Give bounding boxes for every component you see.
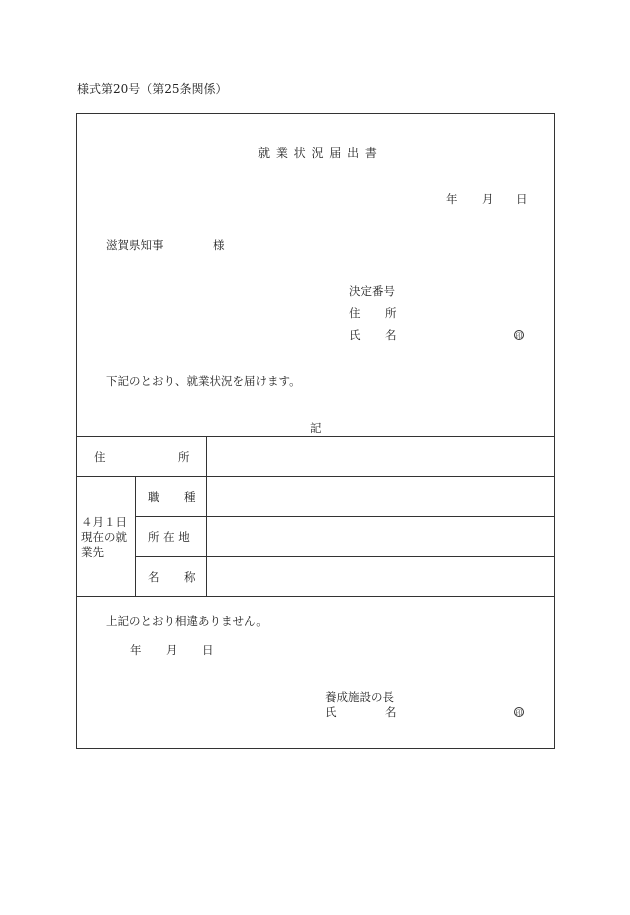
table-name-label-2: 称	[184, 570, 196, 584]
facility-name-label-2: 名	[385, 705, 397, 719]
cert-date-month: 月	[166, 643, 178, 657]
cert-date-year: 年	[130, 643, 142, 657]
ki-label: 記	[310, 421, 322, 435]
group-label-line3: 業先	[81, 545, 104, 559]
applicant-address-label-1: 住	[349, 306, 361, 320]
table-bottom-line	[76, 596, 555, 597]
intro-text: 下記のとおり、就業状況を届けます。	[106, 374, 301, 388]
cert-date-day: 日	[202, 643, 214, 657]
certification-text: 上記のとおり相違ありません。	[106, 614, 268, 628]
addressee-honorific: 様	[213, 238, 225, 252]
table-col-line	[206, 436, 207, 596]
applicant-address-label-2: 所	[385, 306, 397, 320]
table-group-col-line	[135, 476, 136, 596]
table-top-line	[76, 436, 555, 437]
header-date-day: 日	[516, 192, 528, 206]
facility-name-label-1: 氏	[325, 705, 337, 719]
table-address-label-1: 住	[94, 450, 106, 464]
table-address-label-2: 所	[178, 450, 190, 464]
table-row-line-3	[135, 556, 555, 557]
group-label-line2: 現在の就	[81, 530, 127, 544]
form-number: 様式第20号（第25条関係）	[77, 82, 228, 96]
occupation-label-2: 種	[184, 490, 196, 504]
group-label-line1: ４月１日	[81, 515, 127, 529]
table-name-label-1: 名	[148, 570, 160, 584]
applicant-seal-icon: 印	[515, 332, 523, 340]
header-date-year: 年	[446, 192, 458, 206]
facility-seal-icon: 印	[515, 709, 523, 717]
header-date-month: 月	[482, 192, 494, 206]
decision-number-label: 決定番号	[349, 284, 395, 298]
occupation-label-1: 職	[148, 490, 160, 504]
table-row-line-2	[135, 516, 555, 517]
applicant-name-label-1: 氏	[349, 328, 361, 342]
facility-head-label: 養成施設の長	[325, 690, 394, 704]
location-label: 所 在 地	[148, 530, 190, 544]
table-row-line-1	[76, 476, 555, 477]
addressee-name: 滋賀県知事	[106, 238, 164, 252]
applicant-name-label-2: 名	[385, 328, 397, 342]
page-title: 就 業 状 況 届 出 書	[258, 146, 378, 160]
